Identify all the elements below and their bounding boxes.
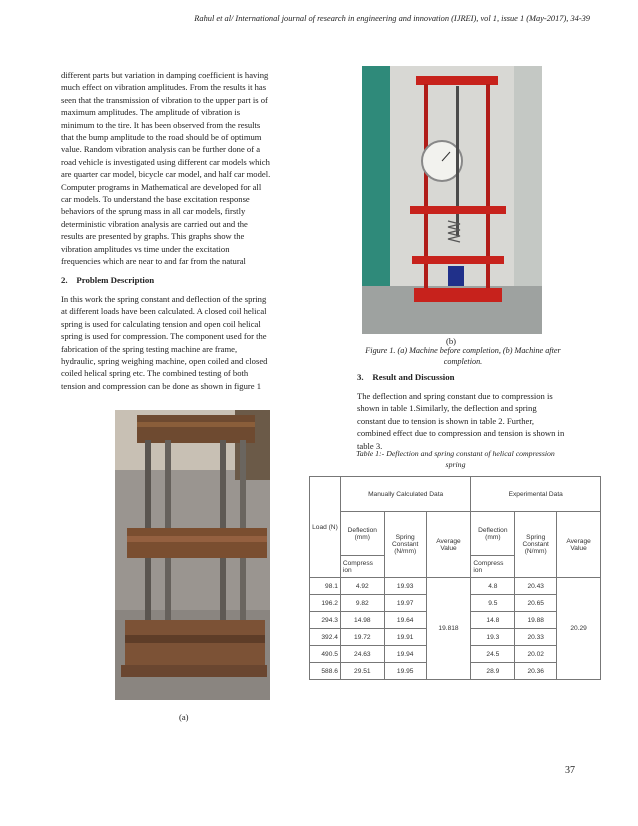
manual-deflection-cell: 29.51 [340, 663, 384, 680]
exp-deflection-cell: 19.3 [471, 629, 515, 646]
text-line: different parts but variation in damping coefficient is having [61, 70, 269, 80]
exp-k-cell: 19.88 [515, 612, 557, 629]
text-line: car models. To understand the base excitation response [61, 194, 250, 205]
text-line: shown in table 1.Similarly, the deflection and spring [357, 403, 537, 414]
text-line: minimum to the tire. It has been observed from the results [61, 119, 261, 130]
text-line: seen that the transmission of vibration to the upper part is of [61, 94, 268, 105]
manual-deflection-header: Deflection (mm) [340, 512, 384, 556]
text-line: maximum amplitudes. The amplitude of vibration is [61, 107, 241, 118]
text-line: table 3. [357, 440, 383, 451]
left-paragraph-2 [61, 293, 311, 392]
running-header: Rahul et al/ International journal of research in engineering and innovation (IJREI), vol 1, issue 1 (May-2017), 34-39 [194, 14, 590, 23]
exp-average-header: Average Value [557, 512, 601, 578]
text-line: combined effect due to compression and tension is shown in [357, 428, 565, 439]
text-line: Computer programs in Mathematical are developed for all [61, 181, 262, 192]
exp-deflection-cell: 24.5 [471, 646, 515, 663]
load-cell: 98.1 [310, 578, 341, 595]
load-cell: 294.3 [310, 612, 341, 629]
exp-average-cell: 20.29 [557, 578, 601, 680]
exp-k-cell: 20.65 [515, 595, 557, 612]
text-line: constant due to tension is shown in table 2. Further, [357, 415, 534, 426]
manual-k-cell: 19.95 [384, 663, 426, 680]
manual-spring-constant-header: Spring Constant (N/mm) [384, 512, 426, 578]
text-line: hydraulic, spring weighing machine, open coiled and closed [61, 356, 268, 367]
text-line: The deflection and spring constant due to compression is [357, 391, 553, 401]
exp-k-cell: 20.33 [515, 629, 557, 646]
load-cell: 588.6 [310, 663, 341, 680]
page-number: 37 [565, 765, 575, 776]
text-line: much effect on vibration amplitudes. From the results it has [61, 82, 267, 93]
left-paragraph-1 [61, 69, 311, 268]
manual-k-cell: 19.97 [384, 595, 426, 612]
manual-group-header: Manually Calculated Data [340, 477, 471, 512]
text-line: frequencies which are near to and far from the natural [61, 256, 246, 267]
text-line: that the bump amplitude to the road should be of optimum [61, 132, 262, 143]
figure-1-caption [348, 345, 578, 367]
manual-k-cell: 19.64 [384, 612, 426, 629]
load-cell: 490.5 [310, 646, 341, 663]
exp-deflection-cell: 9.5 [471, 595, 515, 612]
exp-deflection-cell: 14.8 [471, 612, 515, 629]
figure-a-photo [115, 410, 270, 700]
experimental-group-header: Experimental Data [471, 477, 601, 512]
spring-testing-machine-image [362, 66, 542, 334]
manual-k-cell: 19.91 [384, 629, 426, 646]
section-3-heading: 3. Result and Discussion [357, 372, 455, 382]
deflection-table [309, 476, 601, 680]
text-line: In this work the spring constant and deflection of the spring [61, 294, 267, 304]
load-cell: 392.4 [310, 629, 341, 646]
exp-k-cell: 20.02 [515, 646, 557, 663]
exp-deflection-cell: 4.8 [471, 578, 515, 595]
manual-compression-label: Compress ion [340, 556, 384, 578]
load-cell: 196.2 [310, 595, 341, 612]
text-line: fabrication of the spring testing machine are frame, [61, 343, 238, 354]
table-row [310, 578, 601, 595]
manual-k-cell: 19.94 [384, 646, 426, 663]
figure-b-photo [362, 66, 542, 334]
manual-deflection-cell: 9.82 [340, 595, 384, 612]
manual-deflection-cell: 4.92 [340, 578, 384, 595]
figure-b-label: (b) [446, 336, 457, 346]
exp-k-cell: 20.43 [515, 578, 557, 595]
text-line: spring is used for calculating tension and open coil helical [61, 318, 261, 329]
text-line: deterministic vibration analysis are carried out and the [61, 218, 248, 229]
section-2-heading: 2. Problem Description [61, 275, 155, 285]
manual-average-header: Average Value [426, 512, 471, 578]
text-line: spring is used for compression. The component used for the [61, 331, 267, 342]
text-line: value. Random vibration analysis can be further done of a [61, 144, 261, 155]
manual-deflection-cell: 14.98 [340, 612, 384, 629]
text-line: at different loads have been calculated. A closed coil helical [61, 306, 267, 317]
text-line: tension and compression can be done as shown in figure 1 [61, 380, 261, 391]
table-1-caption [318, 448, 593, 470]
manual-deflection-cell: 19.72 [340, 629, 384, 646]
text-line: behaviors of the sprung mass in all car models, firstly [61, 206, 246, 217]
machine-frame-image [115, 410, 270, 700]
text-line: are quarter car model, bicycle car model, and half car model. [61, 169, 271, 180]
manual-k-cell: 19.93 [384, 578, 426, 595]
exp-spring-constant-header: Spring Constant (N/mm) [515, 512, 557, 578]
caption-line: spring [445, 460, 466, 469]
text-line: vibration amplitudes vs time under the excitation [61, 243, 230, 254]
exp-deflection-header: Deflection (mm) [471, 512, 515, 556]
text-line: results are presented by graphs. This graphs show the [61, 231, 245, 242]
caption-line: completion. [443, 357, 483, 366]
caption-line: Table 1:- Deflection and spring constant of helical compression [356, 449, 555, 458]
exp-k-cell: 20.36 [515, 663, 557, 680]
load-header: Load (N) [310, 477, 341, 578]
right-paragraph-3 [357, 390, 579, 452]
manual-deflection-cell: 24.63 [340, 646, 384, 663]
exp-deflection-cell: 28.9 [471, 663, 515, 680]
exp-compression-label: Compress ion [471, 556, 515, 578]
caption-line: Figure 1. (a) Machine before completion, (b) Machine after [365, 346, 561, 355]
manual-average-cell: 19.818 [426, 578, 471, 680]
text-line: road vehicle is investigated using different car models which [61, 156, 270, 167]
figure-a-label: (a) [179, 712, 189, 722]
text-line: coiled helical spring etc. The combined testing of both [61, 368, 249, 379]
